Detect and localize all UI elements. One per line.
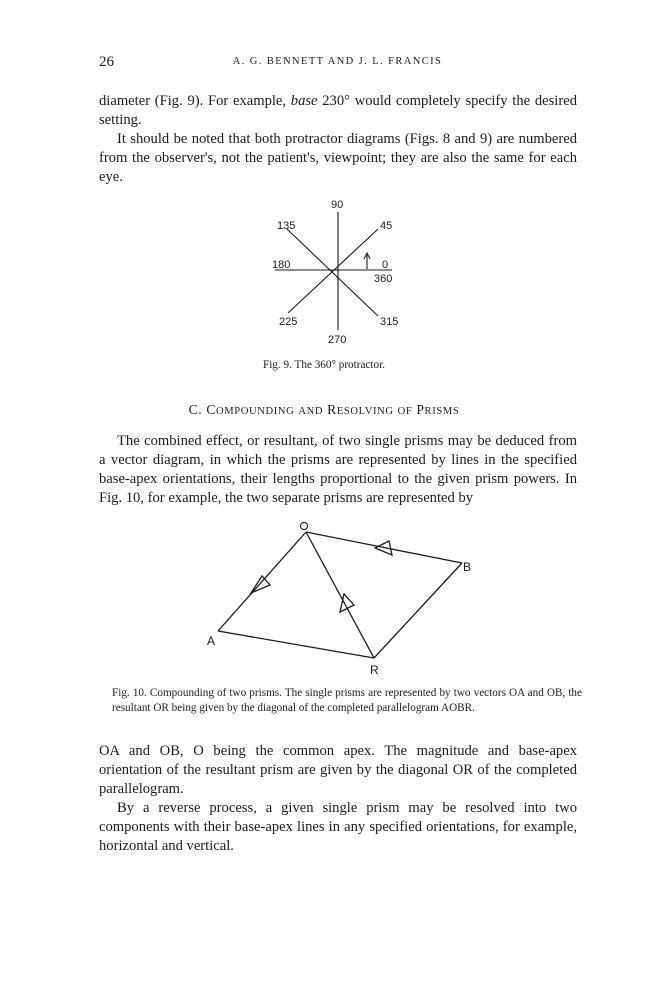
label-R: R [370, 663, 379, 677]
label-225: 225 [279, 316, 298, 328]
diagonal-OR [306, 532, 374, 658]
section-heading-word-5-cap: P [416, 402, 425, 417]
paragraph-3: The combined effect, or resultant, of two single prisms may be deduced from a vector diagram, in which the prisms are represented by lines in the specified base-apex orientations, their lengths proportional to the given prism powers. In Fig. 10, for example, the two separate prisms are represented by [99, 433, 577, 506]
label-180: 180 [272, 259, 291, 271]
label-135: 135 [277, 220, 296, 232]
section-heading-word-1-cap: C [206, 402, 216, 417]
section-heading-word-3-rest: ESOLVING [336, 406, 394, 417]
running-head: A. G. BENNETT AND J. L. FRANCIS [232, 56, 443, 67]
label-45: 45 [380, 220, 393, 232]
side-BR [374, 563, 462, 658]
label-360: 360 [374, 273, 393, 285]
paragraph-4: OA and OB, O being the common apex. The magnitude and base-apex orientation of the resultant prism are given by the diagonal OR of the completed parallelogram. [99, 743, 577, 797]
paragraph-1-italic: base [290, 93, 318, 109]
vector-OA [218, 532, 306, 631]
section-heading-word-4: OF [397, 406, 413, 417]
section-heading-word-1-rest: OMPOUNDING [215, 406, 295, 417]
label-270: 270 [328, 334, 347, 346]
side-AR [218, 631, 374, 658]
section-heading-letter: C. [188, 402, 203, 417]
section-heading-word-5-rest: RISMS [424, 406, 460, 417]
figure-10-caption-text: Compounding of two prisms. The single prisms are represented by two vectors OA and OB, the resultant OR being given by the diagonal of the completed parallelogram AOBR. [112, 687, 582, 714]
label-B: B [463, 560, 472, 574]
paragraph-1-start: diameter (Fig. 9). For example, [99, 93, 291, 109]
paragraph-2: It should be noted that both protractor diagrams (Figs. 8 and 9) are numbered from the observer's, not the patient's, viewpoint; they are also the same for each eye. [99, 131, 577, 185]
section-heading-word-3-cap: R [327, 402, 337, 417]
point-O-marker [300, 522, 307, 529]
label-90: 90 [331, 199, 344, 211]
figure-9-caption-text: The 360° protractor. [294, 359, 386, 371]
figure-10-caption-label: Fig. 10. [112, 687, 147, 699]
paragraph-1-end: 230° would completely specify the desired setting. [99, 93, 577, 128]
figure-10-caption [112, 686, 582, 716]
label-0: 0 [382, 259, 389, 271]
paragraph-5: By a reverse process, a given single prism may be resolved into two components with their base-apex lines in any specified orientations, for example, horizontal and vertical. [99, 800, 577, 854]
label-O [297, 521, 298, 522]
page-number: 26 [99, 54, 114, 70]
figure-9-caption-label: Fig. 9. [262, 359, 292, 371]
section-heading-word-2: AND [298, 406, 324, 417]
label-315: 315 [380, 316, 399, 328]
vector-OB [306, 532, 462, 563]
label-A: A [207, 634, 216, 648]
